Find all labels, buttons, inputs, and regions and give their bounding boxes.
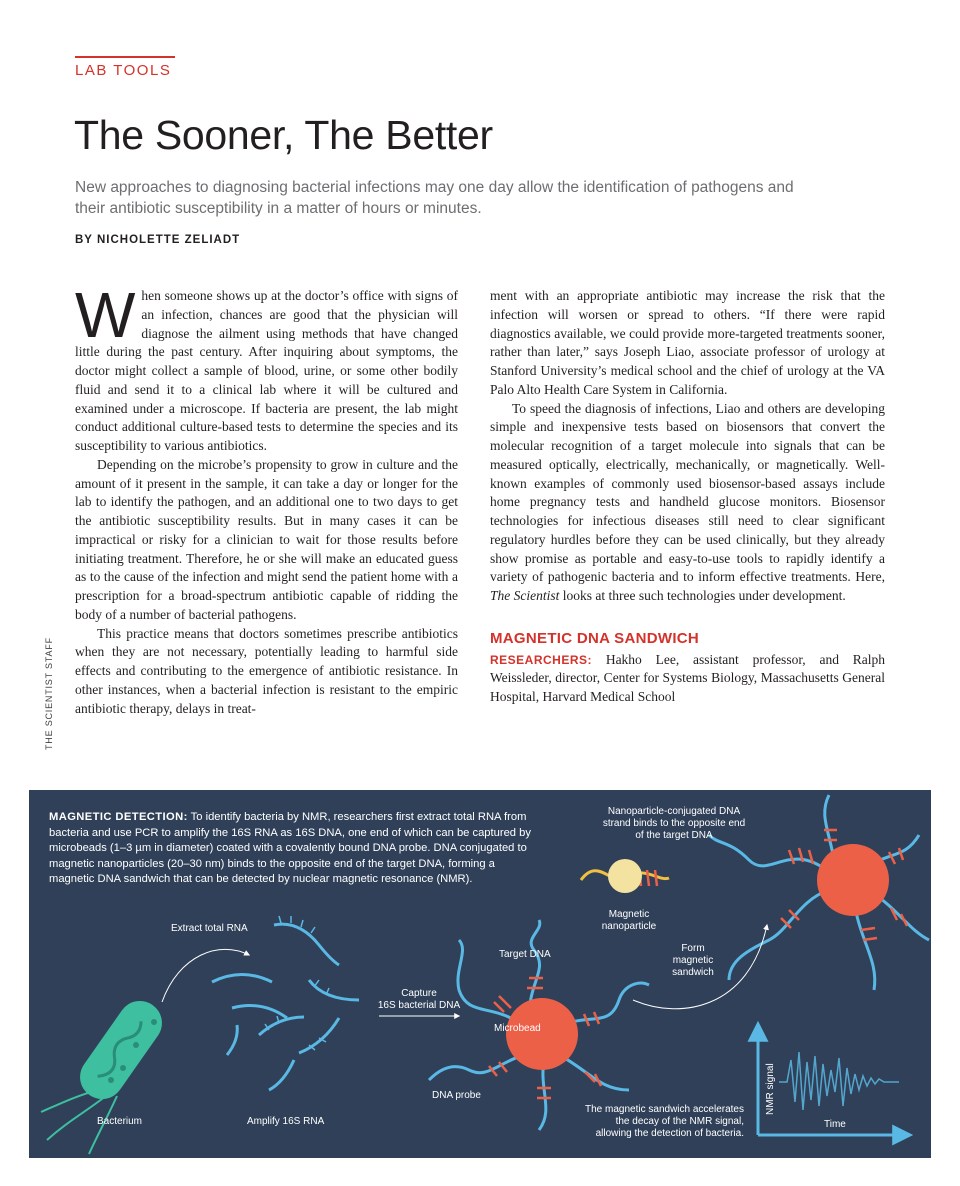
figure-caption <box>49 810 539 888</box>
paragraph-1-text: hen someone shows up at the doctor’s office with signs of an infection, chances are good that the physician will diagnose the ailment using methods that have changed little during the past century. After inquiring about symptoms, the doctor might collect a sample of blood, urine, or some other bodily fluid and send it to a clinical lab where it will be cultured and examined under a microscope. If bacteria are present, the lab might conduct additional culture-based tests to determine the species and its susceptibility to various antibiotics. <box>75 288 458 453</box>
magnetic-nanoparticle-icon <box>581 859 669 893</box>
label-bacterium: Bacterium <box>97 1116 143 1127</box>
body-paragraph-2: Depending on the microbe’s propensity to grow in culture and the amount of it present in the sample, it can take a day or longer for the lab to identify the pathogen, and an additional one to two days to get the antibiotic susceptibility results. But in many cases it can be impractical or risky for a clinician to wait for those results before initiating treatment. Therefore, he or she will make an educated guess as to the cause of the infection and might send the patient home with a prescription for a broad-spectrum antibiotic capable of ridding the body of a number of bacterial pathogens. <box>75 456 458 622</box>
label-microbead: Microbead <box>494 1023 541 1034</box>
researchers-text: Hakho Lee, assistant professor, and Ralph Weissleder, director, Center for Systems Biology, Massachusetts General Hospital, Harvard Medical School <box>490 651 885 704</box>
article-deck: New approaches to diagnosing bacterial infections may one day allow the identification of pathogens and their antibiotic susceptibility in a matter of hours or minutes. <box>75 179 794 217</box>
label-dna-probe: DNA probe <box>432 1090 481 1101</box>
label-extract-rna: Extract total RNA <box>171 923 248 934</box>
body-paragraph-3-continued: ment with an appropriate antibiotic may increase the risk that the infection will worsen or spread to others. “If there were rapid diagnostics available, we could provide more-targeted treatments sooner, rather than later,” says Joseph Liao, associate professor of urology at Stanford University’s medical school and the chief of urology at the VA Palo Alto Health Care System in California. <box>490 288 885 397</box>
label-target-dna: Target DNA <box>499 949 551 960</box>
bacterium-icon <box>41 992 171 1154</box>
article-headline: The Sooner, The Better <box>74 112 493 158</box>
label-nanoparticle-conjugated: Nanoparticle-conjugated DNA strand binds to the opposite end of the target DNA <box>602 806 746 841</box>
researchers-label: RESEARCHERS: <box>490 652 593 667</box>
publication-name: The Scientist <box>490 588 560 603</box>
paragraph-4-end: looks at three such technologies under development. <box>559 588 846 603</box>
photo-credit: THE SCIENTIST STAFF <box>44 637 54 750</box>
section-tag: LAB TOOLS <box>75 62 172 79</box>
rna-ticks-icon <box>265 916 329 1050</box>
label-amplify: Amplify 16S RNA <box>247 1116 325 1127</box>
body-paragraph-4 <box>490 400 885 606</box>
figure-magnetic-detection <box>29 790 931 1158</box>
label-form-sandwich: Form magnetic sandwich <box>672 943 714 978</box>
byline: BY NICHOLETTE ZELIADT <box>75 234 241 246</box>
figure-caption-text: To identify bacteria by NMR, researchers first extract total RNA from bacteria and use PCR to amplify the 16S RNA as 16S DNA, one end of which can be captured by microbeads (1–3 µm in diameter) coated with a covalently bound DNA probe. DNA conjugated to magnetic nanoparticles (20–30 nm) binds to the opposite end of the target DNA, forming a magnetic DNA sandwich that can be detected by nuclear magnetic resonance (NMR). <box>49 811 531 885</box>
label-capture: Capture 16S bacterial DNA <box>377 988 461 1011</box>
drop-cap: W <box>75 279 136 351</box>
body-paragraph-3: This practice means that doctors sometimes prescribe antibiotics when they are not necessary, potentially leading to harmful side effects and contributing to the emergence of antibiotic resistance. In other instances, when a bacterial infection is resistant to the empiric antibiotic therapy, delays in treat- <box>75 625 458 716</box>
body-column-left <box>75 279 458 718</box>
rna-fragments-icon <box>212 924 359 1090</box>
body-column-right <box>490 287 885 707</box>
subsection-heading: MAGNETIC DNA SANDWICH <box>490 629 700 647</box>
label-time: Time <box>824 1119 846 1130</box>
label-accelerates: The magnetic sandwich accelerates the decay of the NMR signal, allowing the detection of bacteria. <box>585 1104 744 1139</box>
label-magnetic-nanoparticle: Magnetic nanoparticle <box>601 909 657 932</box>
figure-caption-label: MAGNETIC DETECTION: <box>49 811 188 823</box>
paragraph-4-start: To speed the diagnosis of infections, Liao and others are developing simple and inexpensive tests based on biosensors that convert the molecular recognition of a target molecule into signals that can be measured optically, electrically, mechanically, or magnetically. Well-known examples of commonly used biosensor-based assays include home pregnancy tests and handheld glucose monitors. Biosensor technologies for infectious diseases still need to clear significant regulatory hurdles before they can be used clinically, but they already show promise as portable and easy-to-use tools to rapidly identify a variety of pathogenic bacteria and to inform effective treatments. Here, <box>490 400 885 585</box>
label-nmr-signal: NMR signal <box>765 1063 776 1115</box>
body-paragraph-1 <box>75 279 458 456</box>
researchers-line <box>490 651 885 707</box>
section-rule <box>75 56 175 58</box>
